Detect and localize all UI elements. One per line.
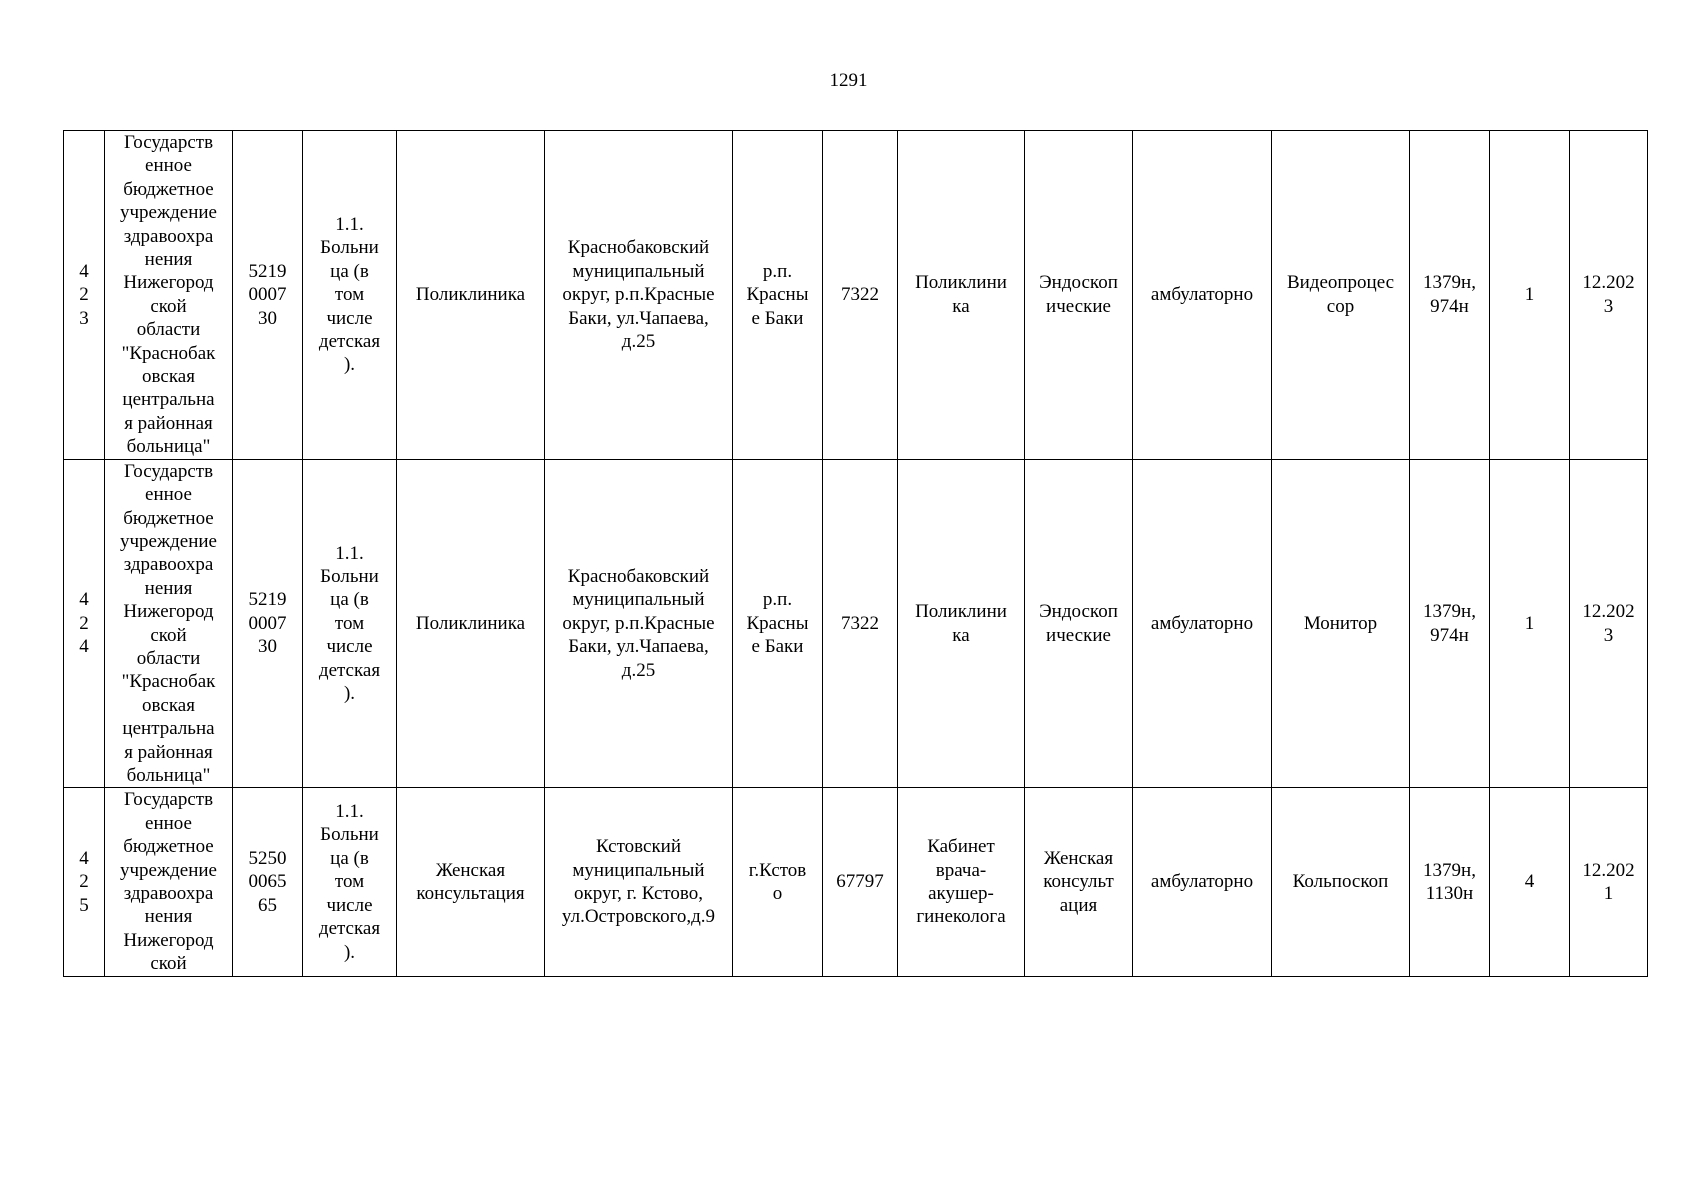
cell-organization-line: ской bbox=[150, 624, 187, 646]
cell-number-line: 7322 bbox=[841, 612, 879, 634]
cell-category-line: Больни bbox=[320, 566, 379, 588]
cell-org-code-line: 65 bbox=[258, 894, 277, 916]
cell-seq-number bbox=[64, 788, 105, 976]
cell-date-line: 12.202 bbox=[1582, 272, 1635, 294]
cell-equipment bbox=[1272, 459, 1410, 788]
cell-org-code-line: 30 bbox=[258, 307, 277, 329]
cell-category-line: 1.1. bbox=[335, 542, 364, 564]
cell-orders bbox=[1410, 459, 1490, 788]
cell-organization-line: ской bbox=[150, 295, 187, 317]
cell-category-line: детская bbox=[318, 918, 381, 940]
cell-organization-line: Нижегород bbox=[123, 929, 214, 951]
cell-organization-line: учреждение bbox=[120, 530, 217, 552]
cell-room-line: акушер- bbox=[928, 883, 994, 904]
cell-profile bbox=[1025, 131, 1133, 460]
cell-seq-number-line: 3 bbox=[79, 307, 89, 329]
cell-seq-number-line: 2 bbox=[79, 284, 89, 306]
cell-date-line: 12.202 bbox=[1582, 601, 1635, 623]
cell-category-line: ). bbox=[343, 683, 356, 705]
cell-conditions bbox=[1133, 459, 1272, 788]
cell-seq-number-line: 4 bbox=[79, 260, 89, 282]
cell-organization-line: учреждение bbox=[120, 202, 217, 224]
cell-room-line: Поликлини bbox=[915, 272, 1007, 294]
cell-org-code-line: 5219 bbox=[248, 589, 287, 611]
cell-address-line: ул.Островского,д.9 bbox=[561, 906, 716, 928]
cell-quantity-line: 4 bbox=[1524, 871, 1535, 893]
cell-organization-line: бюджетное bbox=[123, 836, 214, 858]
cell-profile-line: Эндоскоп bbox=[1039, 272, 1118, 294]
page-number: 1291 bbox=[829, 70, 868, 91]
cell-organization-line: я районная bbox=[124, 741, 213, 763]
cell-number bbox=[823, 131, 898, 460]
cell-locality-line: о bbox=[772, 883, 783, 904]
cell-number bbox=[823, 788, 898, 976]
cell-room bbox=[898, 131, 1025, 460]
cell-org-code-line: 0065 bbox=[248, 871, 287, 893]
table-row bbox=[64, 788, 1648, 976]
cell-organization-line: нения bbox=[144, 906, 193, 928]
cell-category bbox=[303, 131, 397, 460]
cell-locality-line: г.Кстов bbox=[748, 859, 807, 881]
cell-address bbox=[545, 459, 733, 788]
cell-address-line: округ, р.п.Красные bbox=[562, 284, 715, 306]
cell-orders-line: 1379н, bbox=[1423, 601, 1476, 623]
cell-category-line: ца (в bbox=[330, 847, 369, 869]
cell-room bbox=[898, 788, 1025, 976]
cell-address-line: округ, р.п.Красные bbox=[562, 612, 715, 634]
cell-organization bbox=[105, 788, 233, 976]
cell-category-line: числе bbox=[326, 307, 373, 329]
cell-organization-line: я районная bbox=[124, 412, 213, 434]
cell-organization-line: овская bbox=[142, 366, 195, 388]
cell-date-line: 3 bbox=[1603, 295, 1614, 317]
cell-organization-line: енное bbox=[145, 155, 192, 177]
cell-address-line: Краснобаковский bbox=[567, 237, 710, 259]
cell-room bbox=[898, 459, 1025, 788]
cell-quantity-line: 1 bbox=[1524, 612, 1535, 634]
cell-category-line: числе bbox=[326, 636, 373, 658]
cell-number-line: 67797 bbox=[836, 871, 884, 893]
cell-category-line: 1.1. bbox=[335, 801, 364, 823]
cell-seq-number-line: 5 bbox=[79, 894, 89, 916]
cell-date-line: 3 bbox=[1603, 624, 1614, 646]
table-row bbox=[64, 459, 1648, 788]
cell-category-line: 1.1. bbox=[335, 213, 364, 235]
cell-organization-line: центральна bbox=[122, 389, 215, 411]
cell-date-line: 1 bbox=[1603, 883, 1614, 904]
cell-organization-line: учреждение bbox=[120, 859, 217, 881]
cell-equipment-line: Монитор bbox=[1303, 612, 1378, 634]
cell-seq-number-line: 4 bbox=[79, 589, 89, 611]
cell-seq-number-line: 4 bbox=[79, 847, 89, 869]
cell-date-line: 12.202 bbox=[1582, 859, 1635, 881]
cell-locality-line: р.п. bbox=[762, 260, 793, 282]
cell-conditions bbox=[1133, 131, 1272, 460]
cell-unit-line: консультация bbox=[416, 883, 525, 904]
cell-unit-line: Поликлиника bbox=[415, 284, 526, 306]
cell-organization-line: ской bbox=[150, 953, 187, 975]
cell-equipment-line: сор bbox=[1326, 295, 1355, 317]
cell-orders bbox=[1410, 131, 1490, 460]
cell-org-code-line: 5219 bbox=[248, 260, 287, 282]
cell-locality bbox=[733, 459, 823, 788]
cell-seq-number-line: 2 bbox=[79, 871, 89, 893]
cell-number bbox=[823, 459, 898, 788]
cell-address-line: Краснобаковский bbox=[567, 566, 710, 588]
cell-organization-line: Государств bbox=[123, 460, 214, 482]
cell-address-line: д.25 bbox=[621, 659, 656, 681]
cell-locality-line: Красны bbox=[746, 284, 809, 306]
cell-org-code-line: 0007 bbox=[248, 284, 287, 306]
cell-quantity bbox=[1490, 459, 1570, 788]
cell-org-code-line: 5250 bbox=[248, 847, 287, 869]
cell-orders-line: 1130н bbox=[1425, 883, 1474, 904]
cell-organization-line: Государств bbox=[123, 132, 214, 153]
cell-profile-line: ические bbox=[1046, 624, 1111, 646]
cell-org-code-line: 30 bbox=[258, 636, 277, 658]
cell-seq-number-line: 4 bbox=[79, 636, 89, 658]
cell-profile bbox=[1025, 459, 1133, 788]
cell-category-line: детская bbox=[318, 659, 381, 681]
cell-category-line: ). bbox=[343, 941, 356, 963]
cell-equipment bbox=[1272, 788, 1410, 976]
cell-number-line: 7322 bbox=[841, 284, 879, 306]
cell-equipment bbox=[1272, 131, 1410, 460]
cell-conditions bbox=[1133, 788, 1272, 976]
cell-profile bbox=[1025, 788, 1133, 976]
cell-organization-line: здравоохра bbox=[123, 883, 214, 904]
cell-organization-line: бюджетное bbox=[123, 178, 214, 200]
cell-org-code bbox=[233, 459, 303, 788]
cell-profile-line: консульт bbox=[1043, 871, 1114, 893]
cell-org-code bbox=[233, 788, 303, 976]
cell-category bbox=[303, 788, 397, 976]
cell-date bbox=[1570, 788, 1648, 976]
cell-address-line: Баки, ул.Чапаева, bbox=[568, 636, 709, 658]
table-row bbox=[64, 131, 1648, 460]
cell-address-line: муниципальный bbox=[572, 260, 705, 282]
cell-profile-line: ические bbox=[1046, 295, 1111, 317]
equipment-table bbox=[63, 130, 1648, 977]
cell-profile-line: Эндоскоп bbox=[1039, 601, 1118, 623]
cell-conditions-line: амбулаторно bbox=[1150, 871, 1254, 893]
cell-organization-line: здравоохра bbox=[123, 225, 214, 247]
cell-address-line: д.25 bbox=[621, 330, 656, 352]
cell-equipment-line: Кольпоскоп bbox=[1292, 871, 1389, 893]
cell-org-code bbox=[233, 131, 303, 460]
cell-category-line: том bbox=[334, 612, 365, 634]
cell-organization-line: здравоохра bbox=[123, 554, 214, 576]
cell-organization-line: нения bbox=[144, 249, 193, 271]
cell-room-line: ка bbox=[952, 295, 970, 317]
cell-address-line: Баки, ул.Чапаева, bbox=[568, 307, 709, 329]
cell-equipment-line: Видеопроцес bbox=[1286, 272, 1395, 294]
cell-organization-line: Государств bbox=[123, 789, 214, 811]
cell-category-line: том bbox=[334, 284, 365, 306]
cell-profile-line: ация bbox=[1059, 894, 1098, 916]
cell-organization-line: енное bbox=[145, 812, 192, 834]
cell-room-line: врача- bbox=[935, 859, 987, 881]
cell-organization-line: "Краснобак bbox=[121, 671, 216, 693]
cell-unit-line: Поликлиника bbox=[415, 612, 526, 634]
cell-category-line: ). bbox=[343, 354, 356, 376]
cell-locality-line: Красны bbox=[746, 612, 809, 634]
cell-locality bbox=[733, 788, 823, 976]
cell-orders bbox=[1410, 788, 1490, 976]
cell-locality-line: е Баки bbox=[751, 307, 804, 329]
cell-category-line: ца (в bbox=[330, 589, 369, 611]
cell-organization-line: Нижегород bbox=[123, 601, 214, 623]
cell-orders-line: 974н bbox=[1430, 624, 1469, 646]
cell-room-line: гинеколога bbox=[916, 906, 1006, 928]
cell-address bbox=[545, 131, 733, 460]
table-body bbox=[64, 131, 1648, 977]
cell-organization-line: области bbox=[136, 647, 201, 669]
cell-orders-line: 974н bbox=[1430, 295, 1469, 317]
cell-organization bbox=[105, 131, 233, 460]
cell-category bbox=[303, 459, 397, 788]
cell-category-line: детская bbox=[318, 330, 381, 352]
cell-organization-line: овская bbox=[142, 694, 195, 716]
cell-organization-line: "Краснобак bbox=[121, 342, 216, 364]
cell-category-line: ца (в bbox=[330, 260, 369, 282]
cell-unit bbox=[397, 459, 545, 788]
cell-unit bbox=[397, 131, 545, 460]
cell-seq-number bbox=[64, 459, 105, 788]
cell-category-line: числе bbox=[326, 894, 373, 916]
cell-profile-line: Женская bbox=[1043, 847, 1114, 869]
cell-category-line: Больни bbox=[320, 824, 379, 846]
cell-organization-line: енное bbox=[145, 484, 192, 506]
cell-conditions-line: амбулаторно bbox=[1150, 284, 1254, 306]
cell-quantity-line: 1 bbox=[1524, 284, 1535, 306]
cell-quantity bbox=[1490, 788, 1570, 976]
cell-room-line: ка bbox=[952, 624, 970, 646]
cell-organization-line: области bbox=[136, 319, 201, 341]
cell-locality-line: р.п. bbox=[762, 589, 793, 611]
cell-quantity bbox=[1490, 131, 1570, 460]
cell-address-line: Кстовский bbox=[595, 836, 682, 858]
cell-date bbox=[1570, 459, 1648, 788]
cell-address-line: округ, г. Кстово, bbox=[573, 883, 704, 904]
cell-date bbox=[1570, 131, 1648, 460]
cell-address-line: муниципальный bbox=[572, 859, 705, 881]
cell-organization-line: центральна bbox=[122, 718, 215, 740]
cell-locality bbox=[733, 131, 823, 460]
cell-organization-line: нения bbox=[144, 577, 193, 599]
cell-orders-line: 1379н, bbox=[1423, 272, 1476, 294]
cell-seq-number-line: 2 bbox=[79, 612, 89, 634]
cell-room-line: Поликлини bbox=[915, 601, 1007, 623]
cell-category-line: Больни bbox=[320, 237, 379, 259]
cell-conditions-line: амбулаторно bbox=[1150, 612, 1254, 634]
cell-category-line: том bbox=[334, 871, 365, 893]
cell-unit bbox=[397, 788, 545, 976]
cell-organization-line: Нижегород bbox=[123, 272, 214, 294]
cell-locality-line: е Баки bbox=[751, 636, 804, 658]
cell-organization-line: больница" bbox=[126, 764, 211, 786]
cell-room-line: Кабинет bbox=[927, 836, 995, 858]
cell-orders-line: 1379н, bbox=[1423, 859, 1476, 881]
cell-org-code-line: 0007 bbox=[248, 612, 287, 634]
cell-seq-number bbox=[64, 131, 105, 460]
cell-organization bbox=[105, 459, 233, 788]
cell-address bbox=[545, 788, 733, 976]
cell-address-line: муниципальный bbox=[572, 589, 705, 611]
cell-organization-line: бюджетное bbox=[123, 507, 214, 529]
cell-unit-line: Женская bbox=[435, 859, 506, 881]
cell-organization-line: больница" bbox=[126, 436, 211, 458]
